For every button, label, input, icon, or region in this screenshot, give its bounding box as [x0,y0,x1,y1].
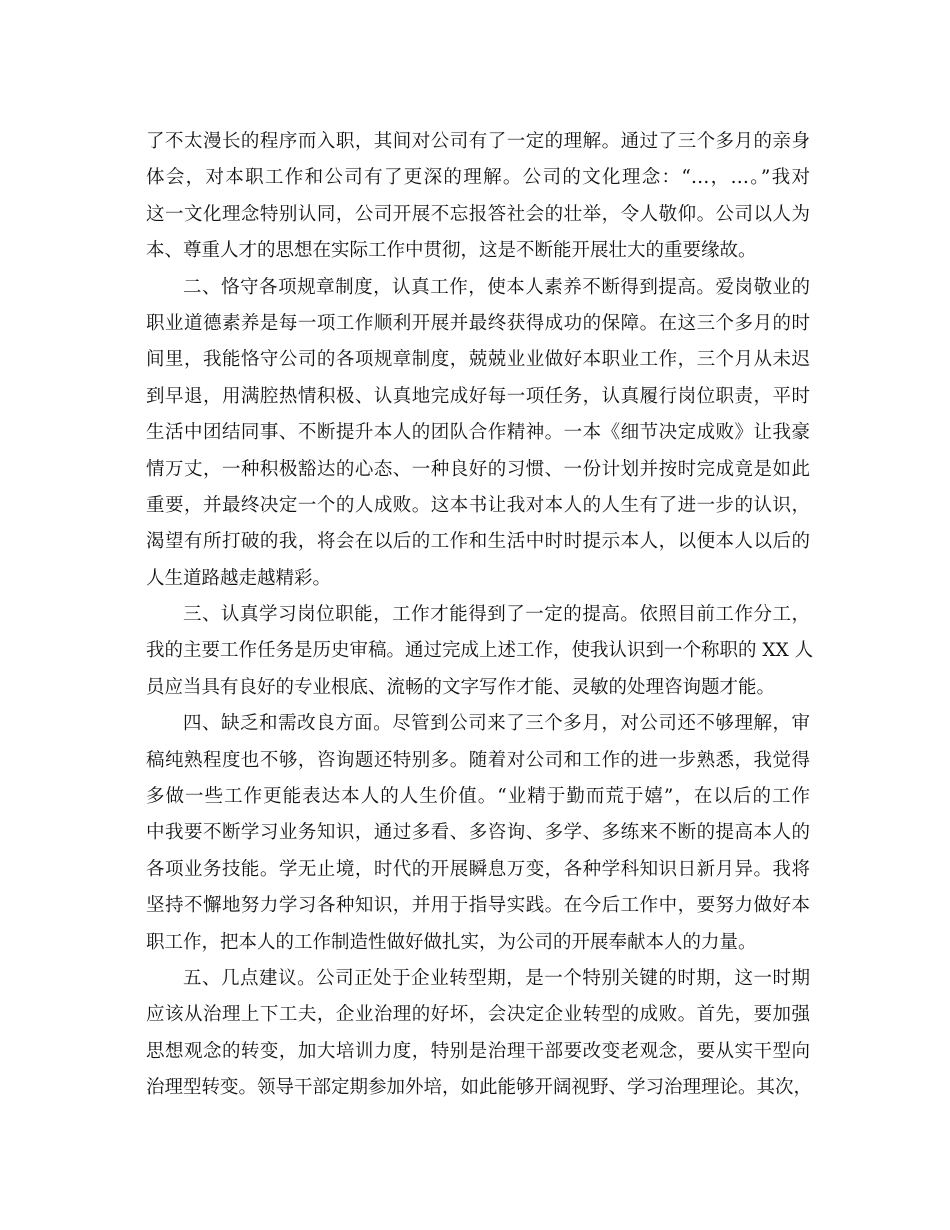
text-line: 各项业务技能。学无止境，时代的开展瞬息万变，各种学科知识日新月异。我将 [146,858,810,880]
text-line: 思想观念的转变，加大培训力度，特别是治理干部要改变老观念，要从实干型向 [146,1040,810,1062]
text-line: 中我要不断学习业务知识，通过多看、多咨询、多学、多练来不断的提高本人的 [146,822,810,844]
text-line: 我的主要工作任务是历史审稿。通过完成上述工作，使我认识到一个称职的 XX 人 [146,640,814,662]
text-line: 间里，我能恪守公司的各项规章制度，兢兢业业做好本职业工作，三个月从未迟 [146,349,810,371]
text-line: 重要，并最终决定一个的人成败。这本书让我对本人的人生有了进一步的认识， [146,494,810,516]
text-line: 多做一些工作更能表达本人的人生价值。“业精于勤而荒于嬉”，在以后的工作 [146,786,810,808]
text-line: 渴望有所打破的我，将会在以后的工作和生活中时时提示本人，以便本人以后的 [146,531,810,553]
text-line: 到早退，用满腔热情积极、认真地完成好每一项任务，认真履行岗位职责，平时 [146,385,810,407]
text-line: 生活中团结同事、不断提升本人的团队合作精神。一本《细节决定成败》让我豪 [146,422,810,444]
text-line: 了不太漫长的程序而入职，其间对公司有了一定的理解。通过了三个多月的亲身 [146,131,810,152]
paragraph-5 [146,961,813,1107]
paragraph-1 [146,124,810,270]
text-line: 坚持不懈地努力学习各种知识，并用于指导实践。在今后工作中，要努力做好本 [146,895,810,917]
text-line: 员应当具有良好的专业根底、流畅的文字写作才能、灵敏的处理咨询题才能。 [146,676,776,698]
paragraph-3 [146,597,814,706]
paragraph-2 [146,270,810,598]
text-line: 应该从治理上下工夫，企业治理的好坏，会决定企业转型的成败。首先，要加强 [146,1004,810,1026]
text-line: 这一文化理念特别认同，公司开展不忘报答社会的壮举，令人敬仰。公司以人为 [146,203,810,225]
text-line: 职业道德素养是每一项工作顺利开展并最终获得成功的保障。在这三个多月的时 [146,312,810,334]
text-line: 情万丈，一种积极豁达的心态、一种良好的习惯、一份计划并按时完成竟是如此 [146,458,810,480]
text-line: 四、缺乏和需改良方面。尽管到公司来了三个多月，对公司还不够理解，审 [183,713,810,735]
text-line: 职工作，把本人的工作制造性做好做扎实，为公司的开展奉献本人的力量。 [146,931,757,953]
text-line: 治理型转变。领导干部定期参加外培，如此能够开阔视野、学习治理理论。其次， [146,1077,813,1099]
text-line: 三、认真学习岗位职能，工作才能得到了一定的提高。依照目前工作分工， [183,604,810,626]
text-line: 人生道路越走越精彩。 [146,567,332,589]
text-line: 二、恪守各项规章制度，认真工作，使本人素养不断得到提高。爱岗敬业的 [183,276,810,298]
paragraph-4 [146,706,810,961]
text-line: 五、几点建议。公司正处于企业转型期，是一个特别关键的时期，这一时期 [183,967,810,989]
text-line: 体会，对本职工作和公司有了更深的理解。公司的文化理念：“…，…。”我对 [146,167,810,189]
text-line: 本、尊重人才的思想在实际工作中贯彻，这是不断能开展壮大的重要缘故。 [146,240,757,262]
text-line: 稿纯熟程度也不够，咨询题还特别多。随着对公司和工作的进一步熟悉，我觉得 [146,749,810,771]
document-page [146,124,814,1107]
